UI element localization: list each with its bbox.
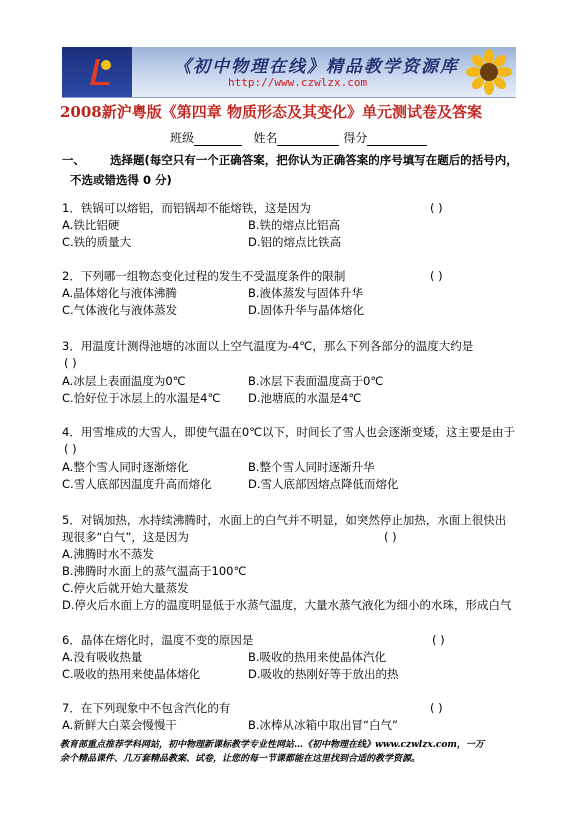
- question-stem: 7．在下列现象中不包含汽化的有: [62, 701, 231, 715]
- option-b: B.液体蒸发与固体升华: [248, 286, 364, 300]
- question-4: [62, 424, 532, 494]
- option-a: A.整个雪人同时逐渐熔化: [62, 460, 189, 474]
- banner-title: 《初中物理在线》精品教学资源库: [174, 57, 459, 77]
- option-a: A.新鲜大白菜会慢慢干: [62, 718, 177, 732]
- option-b: B.冰棒从冰箱中取出冒“白气”: [248, 718, 398, 732]
- sunflower-icon: [466, 49, 512, 95]
- document-title: 2008新沪粤版《第四章 物质形态及其变化》单元测试卷及答案: [60, 103, 482, 121]
- answer-paren[interactable]: ( ): [430, 269, 443, 283]
- question-2: [62, 268, 532, 320]
- option-d: D.固体升华与晶体熔化: [248, 303, 365, 317]
- class-label: 班级: [170, 131, 195, 145]
- option-b: B.沸腾时水面上的蒸气温高于100℃: [62, 564, 247, 578]
- option-d: D.雪人底部因熔点降低而熔化: [248, 477, 399, 491]
- question-7: [62, 700, 532, 736]
- section-instruction-2: 不选或错选得 0 分): [70, 173, 172, 187]
- option-b: B.整个雪人同时逐渐升华: [248, 460, 375, 474]
- section-instruction: 选择题(每空只有一个正确答案，把你认为正确答案的序号填写在题后的括号内，: [110, 153, 518, 167]
- question-1: [62, 200, 532, 252]
- footer-line-2: 余个精品课件、几万套精品教案、试卷，让您的每一节课都能在这里找到合适的教学资源。: [60, 754, 421, 764]
- option-a: A.晶体熔化与液体沸腾: [62, 286, 177, 300]
- student-info-line: [170, 129, 427, 146]
- site-logo-icon: [84, 55, 116, 89]
- answer-paren[interactable]: ( ): [430, 701, 443, 715]
- option-a: A.沸腾时水不蒸发: [62, 547, 154, 561]
- score-label: 得分: [343, 131, 368, 145]
- option-b: B.铁的熔点比铝高: [248, 218, 341, 232]
- option-a: A.冰层上表面温度为0℃: [62, 374, 186, 388]
- question-stem: 3．用温度计测得池塘的冰面以上空气温度为-4℃，那么下列各部分的温度大约是: [62, 339, 474, 353]
- question-stem: 2．下列哪一组物态变化过程的发生不受温度条件的限制: [62, 269, 346, 283]
- option-a: A.没有吸收热量: [62, 650, 143, 664]
- question-stem: 4．用雪堆成的大雪人，即使气温在0℃以下，时间长了雪人也会逐渐变矮，这主要是由于: [62, 425, 516, 439]
- question-stem: 6．晶体在熔化时，温度不变的原因是: [62, 633, 254, 647]
- option-d: D.吸收的热刚好等于放出的热: [248, 667, 399, 681]
- option-c: C.雪人底部因温度升高而熔化: [62, 477, 212, 491]
- name-blank[interactable]: [277, 133, 339, 146]
- name-label: 姓名: [253, 131, 278, 145]
- section-number: 一、: [62, 153, 85, 167]
- answer-paren[interactable]: ( ): [432, 633, 445, 647]
- question-stem-2: 现很多“白气”，这是因为: [62, 530, 189, 544]
- banner-url: http://www.czwlzx.com: [228, 76, 368, 89]
- option-b: B.冰层下表面温度高于0℃: [248, 374, 384, 388]
- answer-paren[interactable]: ( ): [64, 442, 77, 456]
- question-stem: 5．对锅加热，水持续沸腾时，水面上的白气并不明显，如突然停止加热，水面上很快出: [62, 513, 507, 527]
- answer-paren[interactable]: ( ): [430, 201, 443, 215]
- option-c: C.吸收的热用来使晶体熔化: [62, 667, 201, 681]
- class-blank[interactable]: [194, 133, 242, 146]
- option-a: A.铁比铝硬: [62, 218, 120, 232]
- score-blank[interactable]: [367, 133, 427, 146]
- option-d: D.池塘底的水温是4℃: [248, 391, 362, 405]
- option-d: D.铝的熔点比铁高: [248, 235, 342, 249]
- question-3: [62, 338, 532, 408]
- question-5: [62, 512, 532, 616]
- header-banner: [62, 47, 516, 98]
- question-stem: 1．铁锅可以熔铝，而铝锅却不能熔铁，这是因为: [62, 201, 311, 215]
- question-6: [62, 632, 532, 684]
- answer-paren[interactable]: ( ): [64, 356, 77, 370]
- option-c: C.停火后就开始大量蒸发: [62, 581, 189, 595]
- option-d: D.停火后水面上方的温度明显低于水蒸气温度，大量水蒸气液化为细小的水珠，形成白气: [62, 598, 512, 612]
- option-c: C.气体液化与液体蒸发: [62, 303, 178, 317]
- option-b: B.吸收的热用来使晶体汽化: [248, 650, 387, 664]
- option-c: C.恰好位于冰层上的水温是4℃: [62, 391, 221, 405]
- footer-line-1: 教育部重点推荐学科网站，初中物理新课标教学专业性网站…《初中物理在线》www.czwlzx.com，一万: [60, 740, 484, 750]
- answer-paren[interactable]: ( ): [384, 530, 397, 544]
- option-c: C.铁的质量大: [62, 235, 132, 249]
- page-footer: [60, 738, 522, 766]
